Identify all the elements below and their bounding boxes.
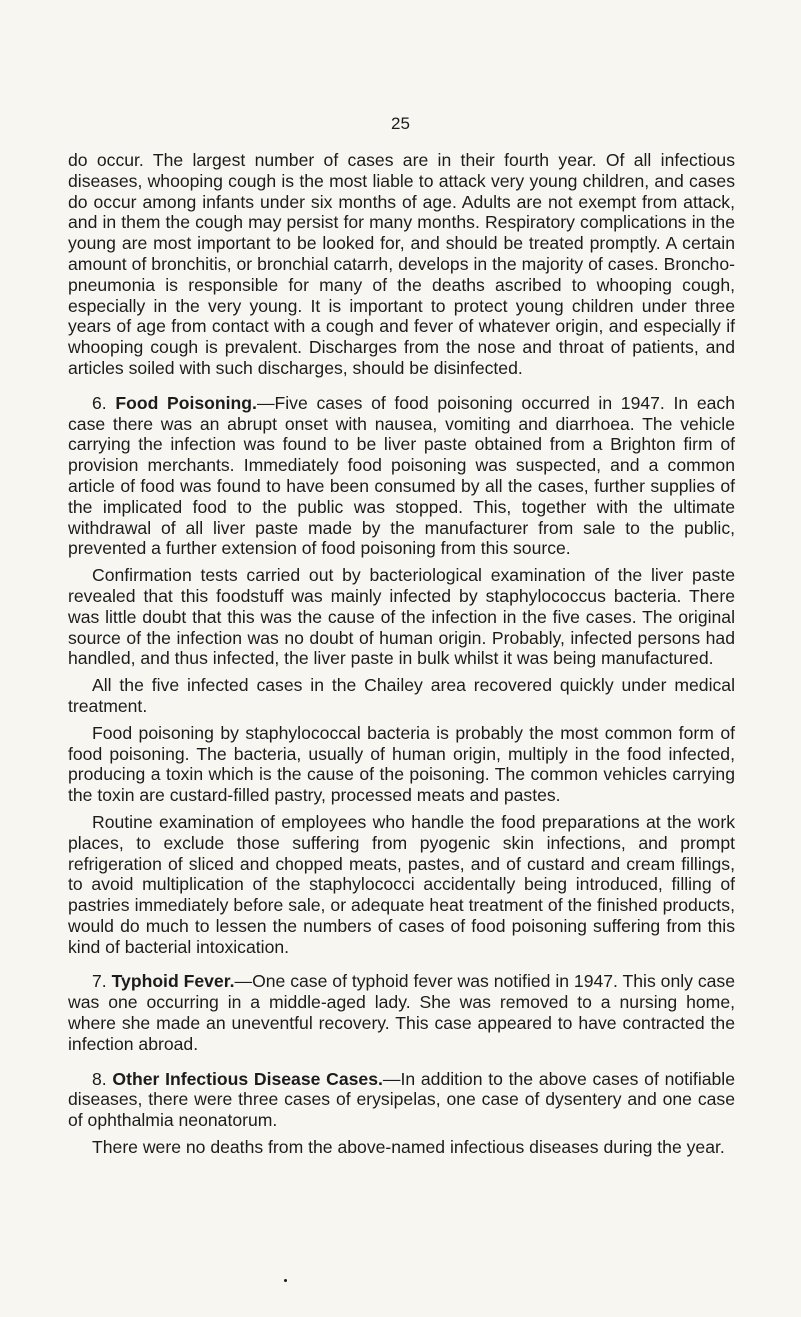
page-body: [68, 150, 735, 1158]
section-text-typhoid-fever: —One case of typhoid fever was notified in 1947. This only case was one occurring in a middle-aged lady. She was removed to a nursing home, where she made an uneventful recovery. This case appeared to have contracted the infection abroad.: [68, 971, 736, 1054]
paragraph-chailey-recovery: All the five infected cases in the Chailey area recovered quickly under medical treatment.: [68, 675, 735, 716]
paragraph-whooping-cough-continued: do occur. The largest number of cases are in their fourth year. Of all infectious diseases, whooping cough is the most liable to attack very young children, and cases do occur among infants under six months of age. Adults are not exempt from attack, and in them the cough may persist for many months. Respiratory complications in the young are most important to be looked for, and should be treated promptly. A certain amount of bronchitis, or bronchial catarrh, develops in the majority of cases. Broncho-pneumonia is responsible for many of the deaths ascribed to whooping cough, especially in the very young. It is important to protect young children under three years of age from contact with a cough and fever of whatever origin, and especially if whooping cough is prevalent. Discharges from the nose and throat of patients, and articles soiled with such discharges, should be disinfected.: [68, 150, 735, 378]
section-title-typhoid-fever: Typhoid Fever.: [111, 971, 235, 992]
paragraph-routine-examination: Routine examination of employees who handle the food preparations at the work places, to exclude those suffering from pyogenic skin infections, and prompt refrigeration of sliced and chopped meats, pastes, and of custard and cream fillings, to avoid multiplication of the staphylococci accidentally being introduced, filling of pastries immediately before sale, or adequate heat treatment of the finished products, would do much to lessen the numbers of cases of food poisoning suffering from this kind of bacterial intoxication.: [68, 811, 735, 957]
section-typhoid-fever: [68, 971, 735, 1054]
print-speck: [284, 1279, 287, 1282]
section-number: 6.: [92, 392, 107, 413]
paragraph-confirmation-tests: Confirmation tests carried out by bacteriological examination of the liver paste revealed that this foodstuff was mainly infected by staphylococcus bacteria. There was little doubt that this was the cause of the infection in the five cases. The original source of the infection was no doubt of human origin. Probably, infected persons had handled, and thus infected, the liver paste in bulk whilst it was being manufactured.: [68, 565, 735, 669]
section-title-other-infectious-diseases: Other Infectious Disease Cases.: [112, 1068, 383, 1089]
section-text-other-infectious-diseases: —In addition to the above cases of notifiable diseases, there were three cases of erysipelas, one case of dysentery and one case of ophthalmia neonatorum.: [68, 1068, 735, 1131]
page-number: 25: [391, 114, 410, 133]
section-number: 8.: [92, 1068, 107, 1089]
section-title-food-poisoning: Food Poisoning.: [115, 392, 257, 413]
section-text-food-poisoning: —Five cases of food poisoning occurred in 1947. In each case there was an abrupt onset with nausea, vomiting and diarrhoea. The vehicle carrying the infection was found to be liver paste obtained from a Brighton firm of provision merchants. Immediately food poisoning was suspected, and a common article of food was found to have been consumed by all the cases, further supplies of the implicated food to the public was stopped. This, together with the ultimate withdrawal of all liver paste made by the manufacturer from sale to the public, prevented a further extension of food poisoning from this source.: [68, 392, 735, 559]
paragraph-staphylococcal-bacteria: Food poisoning by staphylococcal bacteria is probably the most common form of food poisoning. The bacteria, usually of human origin, multiply in the food infected, producing a toxin which is the cause of the poisoning. The common vehicles carrying the toxin are custard-filled pastry, processed meats and pastes.: [68, 722, 735, 806]
section-other-infectious-diseases: [68, 1069, 735, 1131]
section-number: 7.: [92, 971, 107, 992]
paragraph-no-deaths: There were no deaths from the above-named infectious diseases during the year.: [92, 1137, 725, 1158]
section-food-poisoning: [68, 393, 735, 559]
